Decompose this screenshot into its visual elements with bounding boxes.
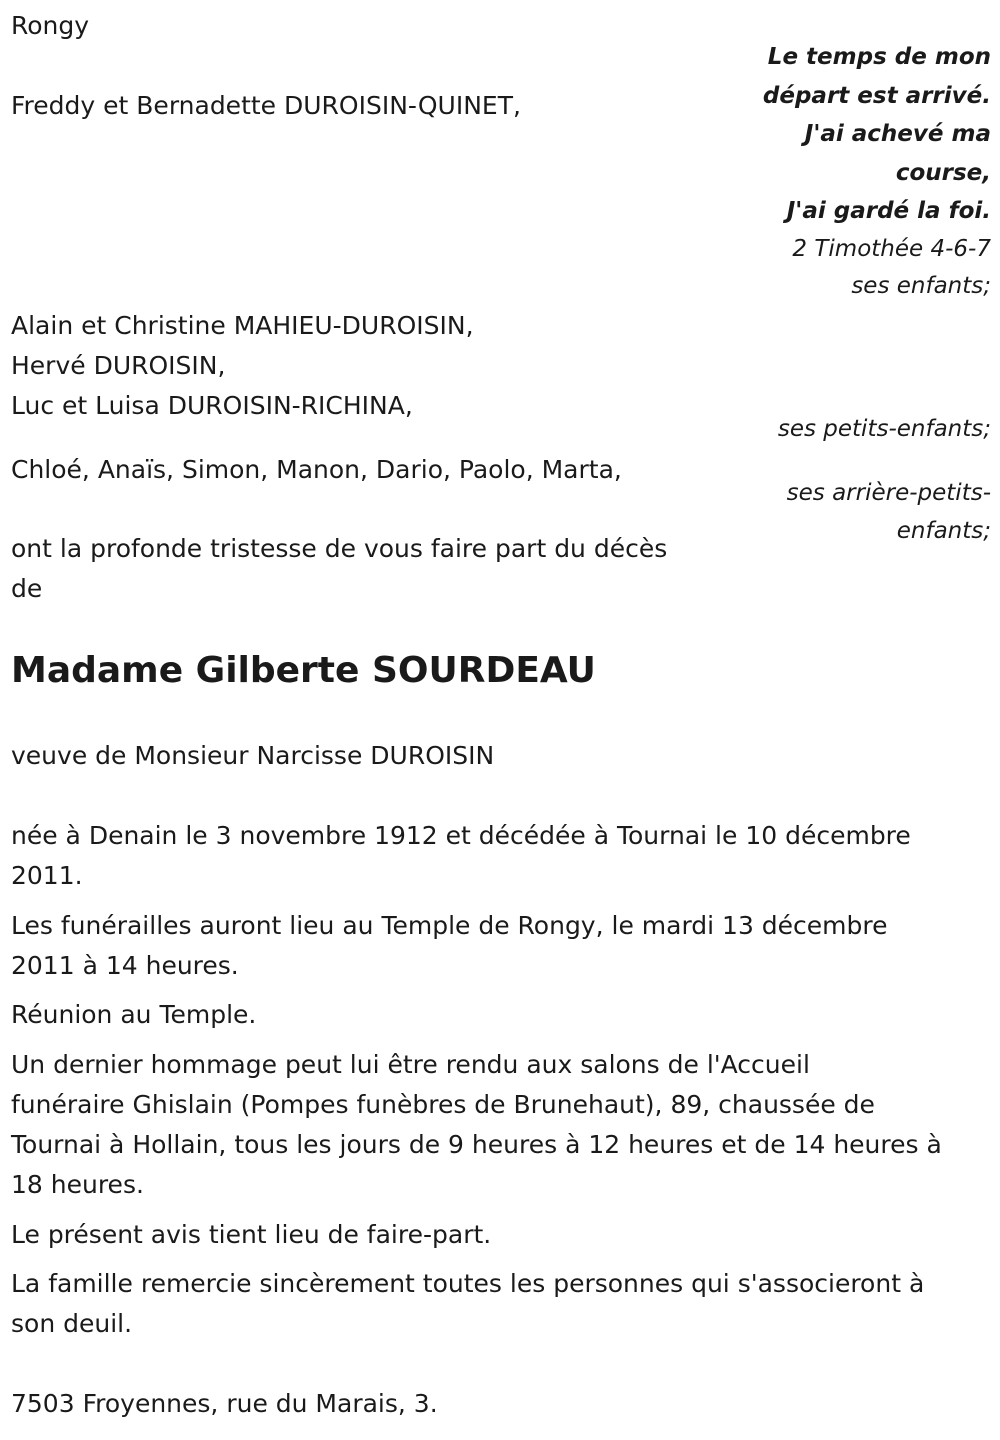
bible-verse: [731, 38, 991, 231]
children-names: Freddy et Bernadette DUROISIN-QUINET,: [11, 91, 521, 120]
verse-line: J'ai achevé ma: [804, 121, 991, 147]
intro-line: de: [11, 574, 43, 603]
intro-line: ont la profonde tristesse de vous faire part du décès: [11, 534, 668, 563]
verse-reference: 2 Timothée 4-6-7: [792, 236, 991, 262]
great-grandchildren-label: [787, 474, 991, 550]
label-line: ses arrière-petits-: [786, 480, 991, 506]
tribute-line: 18 heures.: [11, 1170, 144, 1199]
widow-of-text: veuve de Monsieur Narcisse DUROISIN: [11, 741, 495, 770]
thanks-line: La famille remercie sincèrement toutes les personnes qui s'associeront à: [11, 1269, 925, 1298]
meeting-text: Réunion au Temple.: [11, 1000, 257, 1029]
grandchild-entry: Alain et Christine MAHIEU-DUROISIN,: [11, 311, 474, 340]
location-text: Rongy: [11, 11, 90, 40]
grandchild-entry: Hervé DUROISIN,: [11, 351, 226, 380]
grandchildren-label: ses petits-enfants;: [777, 416, 991, 442]
children-label: ses enfants;: [851, 273, 991, 299]
grandchild-entry: Luc et Luisa DUROISIN-RICHINA,: [11, 391, 413, 420]
label-line: enfants;: [896, 518, 991, 544]
deceased-name: Madame Gilberte SOURDEAU: [11, 650, 596, 691]
funeral-line: Les funérailles auront lieu au Temple de Rongy, le mardi 13 décembre: [11, 911, 888, 940]
verse-line: course,: [895, 159, 991, 186]
verse-line: Le temps de mon: [767, 44, 991, 70]
address-text: 7503 Froyennes, rue du Marais, 3.: [11, 1389, 438, 1418]
thanks-line: son deuil.: [11, 1309, 133, 1338]
tribute-line: funéraire Ghislain (Pompes funèbres de Brunehaut), 89, chaussée de: [11, 1090, 875, 1119]
tribute-line: Tournai à Hollain, tous les jours de 9 heures à 12 heures et de 14 heures à: [11, 1130, 942, 1159]
verse-line: J'ai gardé la foi.: [786, 198, 991, 224]
great-grandchildren-names: Chloé, Anaïs, Simon, Manon, Dario, Paolo, Marta,: [11, 455, 622, 484]
verse-line: départ est arrivé.: [762, 82, 991, 109]
funeral-line: 2011 à 14 heures.: [11, 951, 239, 980]
tribute-line: Un dernier hommage peut lui être rendu aux salons de l'Accueil: [11, 1050, 810, 1079]
birth-death-line: 2011.: [11, 861, 83, 890]
birth-death-line: née à Denain le 3 novembre 1912 et décédée à Tournai le 10 décembre: [11, 821, 911, 850]
notice-text: Le présent avis tient lieu de faire-part.: [11, 1220, 492, 1249]
